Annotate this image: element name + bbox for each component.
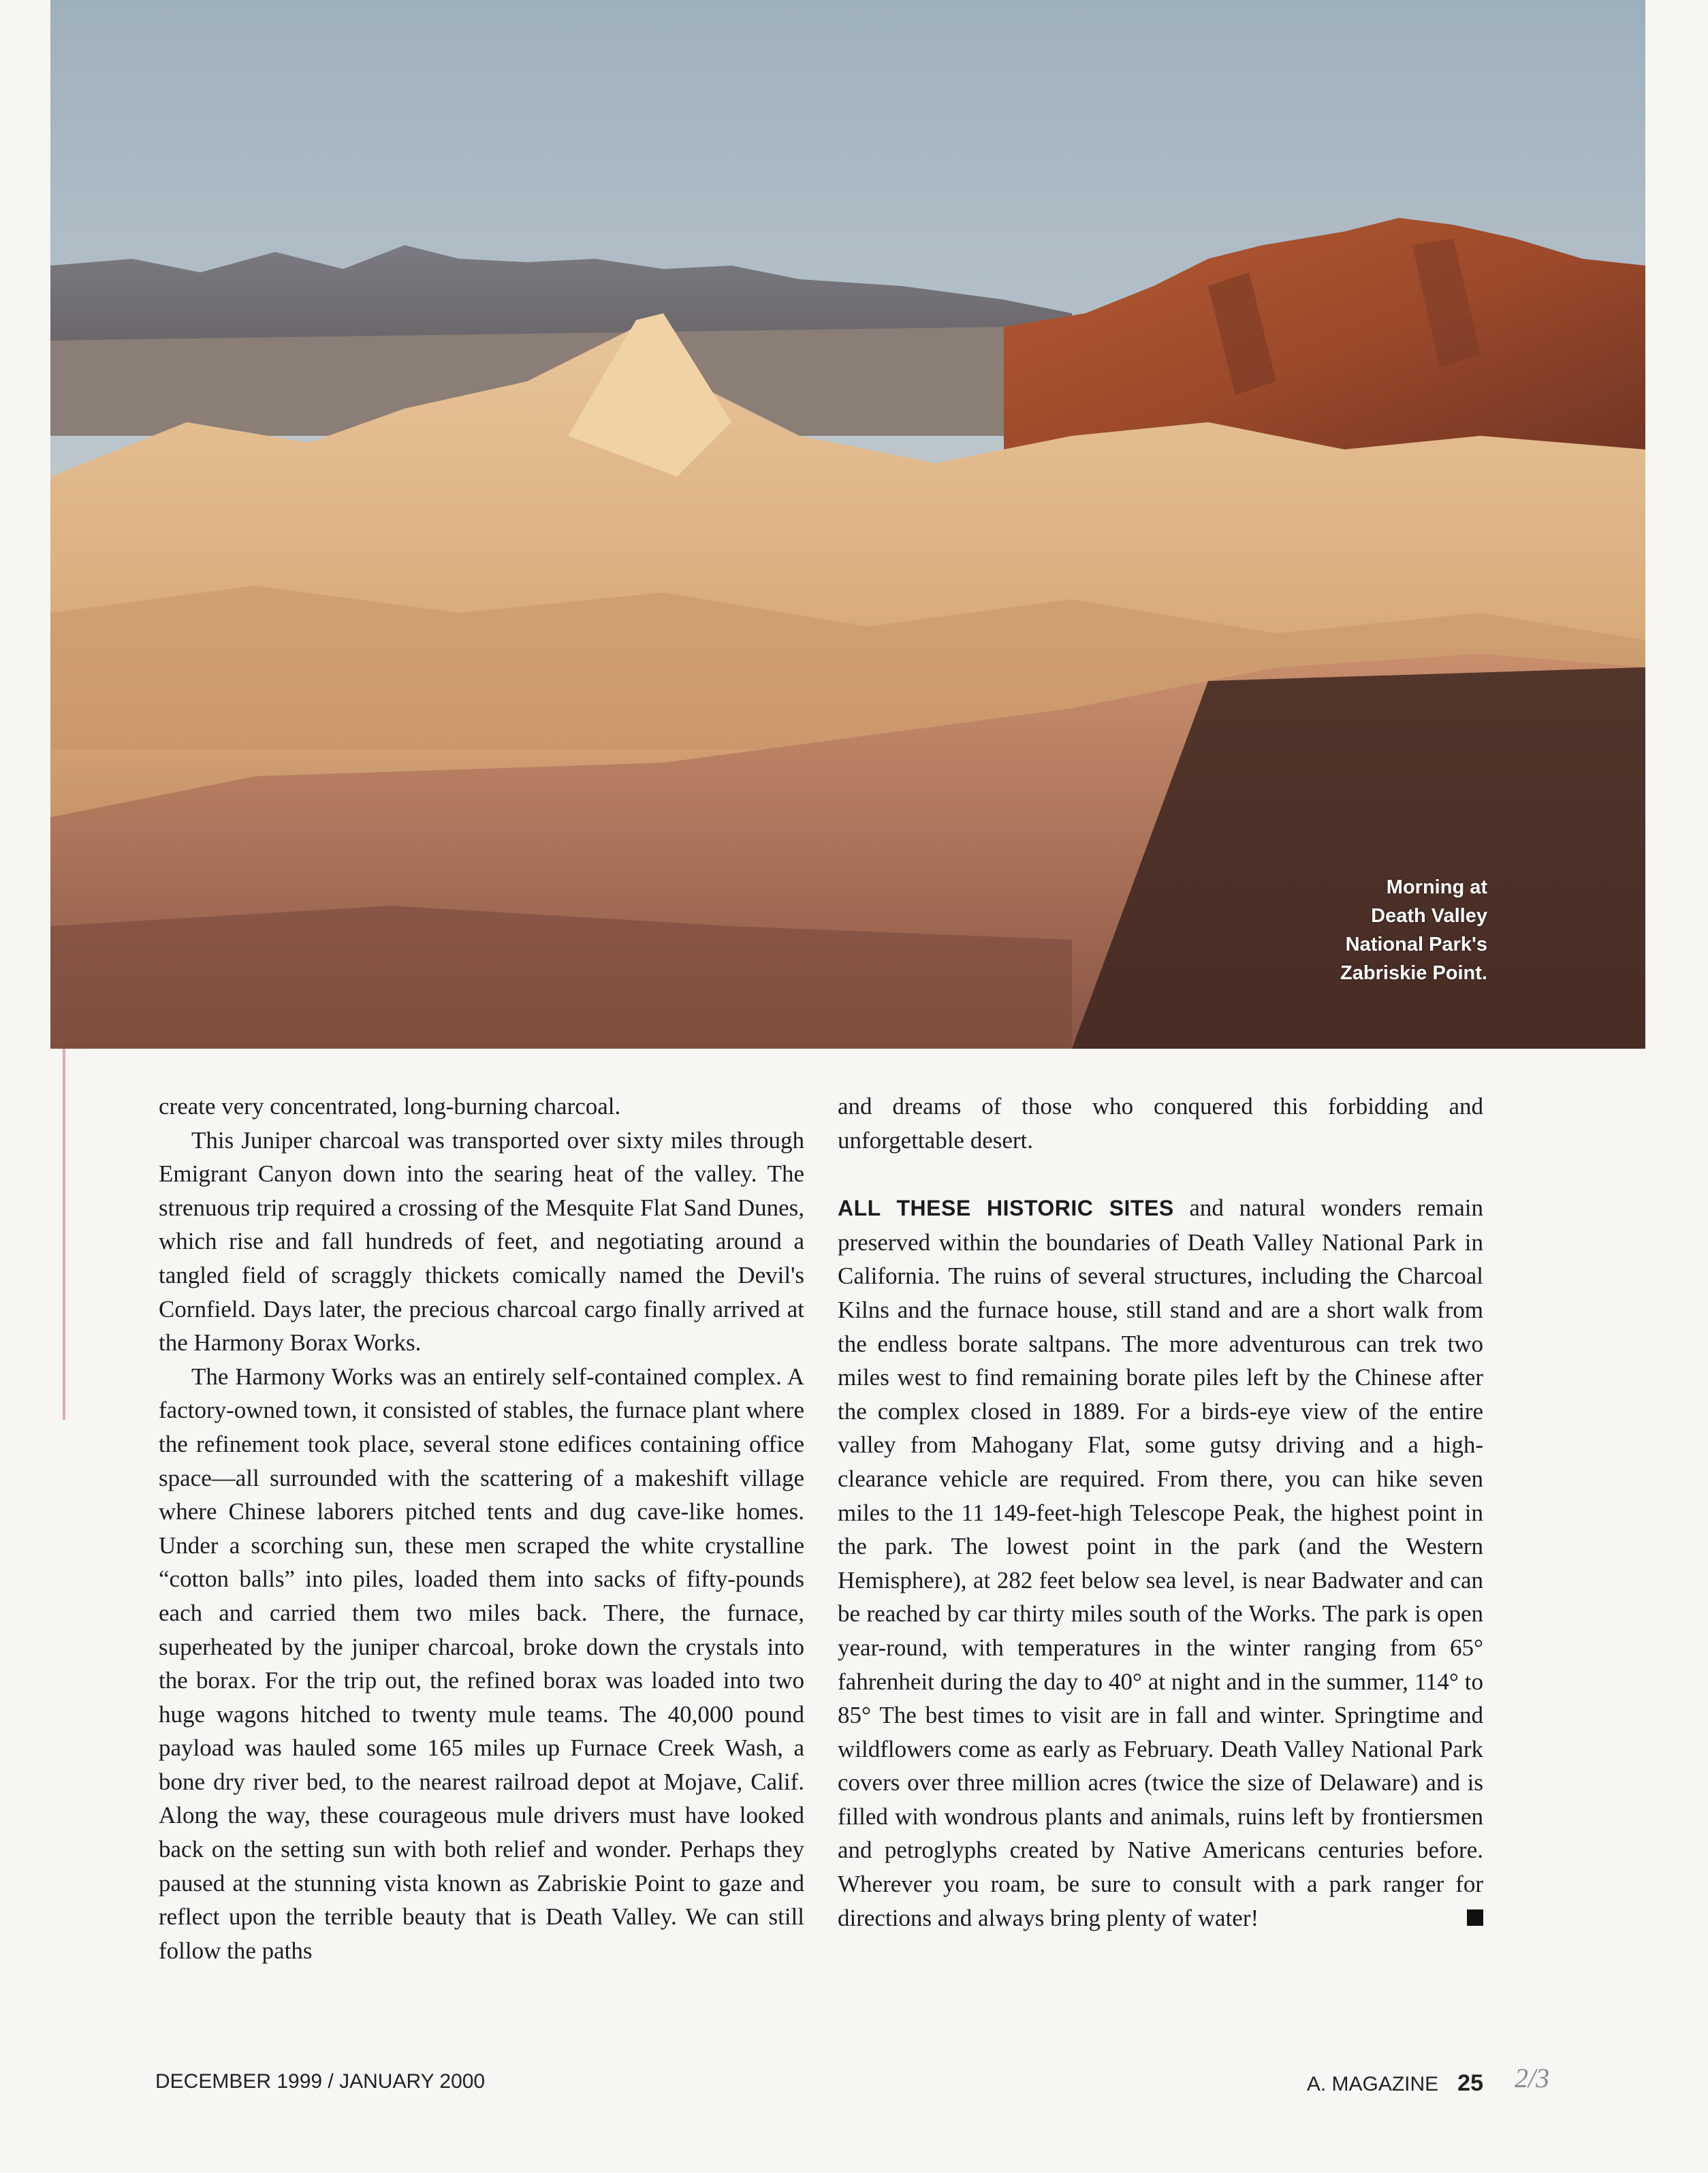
run-in-heading: ALL THESE HISTORIC SITES bbox=[838, 1196, 1174, 1221]
caption-line: Zabriskie Point. bbox=[1340, 962, 1487, 984]
issue-date: DECEMBER 1999 / JANUARY 2000 bbox=[155, 2070, 486, 2093]
page-edge-tint bbox=[63, 1045, 65, 1420]
pencil-note: 2/3 bbox=[1515, 2063, 1550, 2093]
caption-line: Morning at bbox=[1386, 876, 1487, 898]
magazine-name: A. MAGAZINE bbox=[1306, 2073, 1439, 2095]
photo-caption bbox=[1340, 873, 1487, 987]
end-mark-icon bbox=[1467, 1909, 1483, 1926]
paragraph: This Juniper charcoal was transported over sixty miles through Emigrant Canyon down into the searing heat of the valley. The strenuous trip required a crossing of the Mesquite Flat Sand Dunes, which rise and fall hundreds of feet, and negotiating around a tangled field of scraggly thickets comically named the Devil's Cornfield. Days later, the precious charcoal cargo finally arrived at the Harmony Borax Works. bbox=[159, 1126, 804, 1357]
article-column-left bbox=[159, 1090, 804, 1967]
paragraph bbox=[838, 1191, 1483, 1935]
hero-photo bbox=[50, 0, 1645, 1049]
article-column-right bbox=[838, 1090, 1483, 1935]
paragraph-text: and natural wonders remain preserved within the boundaries of Death Valley National Park in California. The ruins of several structures, including the Charcoal Kilns and the furnace house, still stand and are a short walk from the endless borate saltpans. The more adventurous can trek two miles west to find remaining borate piles left by the Chinese after the complex closed in 1889. For a birds-eye view of the entire valley from Mahogany Flat, some gutsy driving and a high-clearance vehicle are required. From there, you can hike seven miles to the 11 149-feet-high Telescope Peak, the highest point in the park. The lowest point in the park (and the Western Hemisphere), at 282 feet below sea level, is near Badwater and can be reached by car thirty miles south of the Works. The park is open year-round, with temperatures in the winter ranging from 65° fahrenheit during the day to 40° at night and in the summer, 114° to 85° The best times to visit are in fall and winter. Springtime and wildflowers come as early as February. Death Valley National Park covers over three million acres (twice the size of Delaware) and is filled with wondrous plants and animals, ruins left by frontiersmen and petroglyphs created by Native Americans centuries before. Wherever you roam, be sure to consult with a park ranger for directions and always bring plenty of water! bbox=[838, 1194, 1484, 1931]
paragraph: and dreams of those who conquered this forbidding and unforgettable desert. bbox=[838, 1093, 1483, 1154]
caption-line: Death Valley bbox=[1371, 905, 1487, 927]
paragraph: create very concentrated, long-burning charcoal. bbox=[159, 1093, 621, 1120]
folio bbox=[1307, 2070, 1483, 2097]
paragraph: The Harmony Works was an entirely self-contained complex. A factory-owned town, it consisted of stables, the furnace plant where the refinement took place, several stone edifices containing office space—all surrounded with the scattering of a makeshift village where Chinese laborers pitched tents and dug cave-like homes. Under a scorching sun, these men scraped the white crystalline “cotton balls” into piles, loaded them into sacks of fifty-pounds each and carried them two miles back. There, the furnace, superheated by the juniper charcoal, broke down the crystals into the borax. For the trip out, the refined borax was loaded into two huge wagons hitched to twenty mule teams. The 40,000 pound payload was hauled some 165 miles up Furnace Creek Wash, a bone dry river bed, to the nearest railroad depot at Mojave, Calif. Along the way, these courageous mule drivers must have looked back on the setting sun with both relief and wonder. Perhaps they paused at the stunning vista known as Zabriskie Point to gaze and reflect upon the terrible beauty that is Death Valley. We can still follow the paths bbox=[159, 1363, 804, 1964]
caption-line: National Park's bbox=[1345, 934, 1487, 955]
page-number: 25 bbox=[1457, 2070, 1483, 2096]
